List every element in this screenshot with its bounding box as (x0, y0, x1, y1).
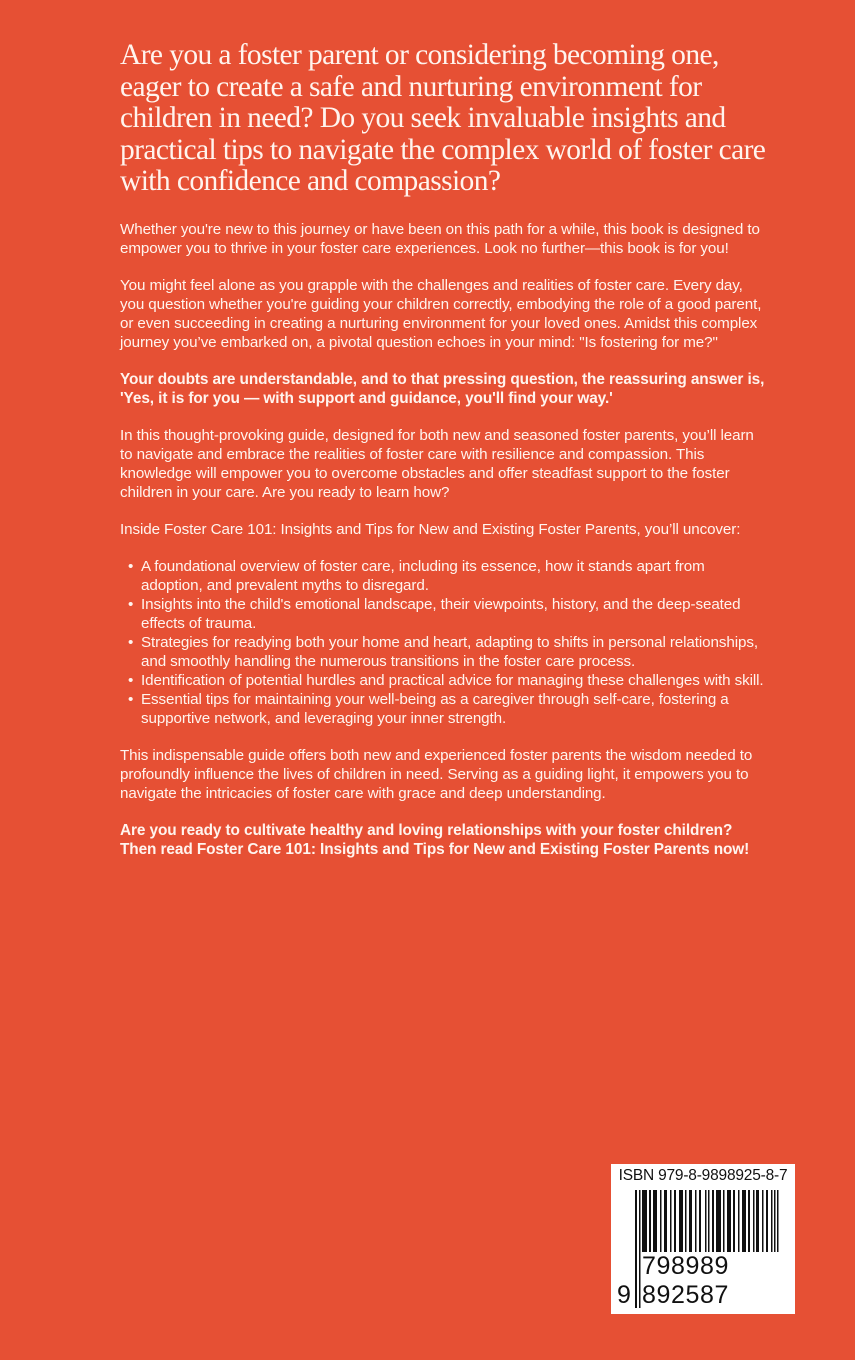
headline: Are you a foster parent or considering becoming one, eager to create a safe and nurturing environment for children in need? Do you seek invaluable insights and practical tips to navigate the complex world of foster care with confidence and compassion? (120, 39, 766, 197)
list-item: • Identification of potential hurdles and practical advice for managing these challenges with skill. (128, 671, 764, 689)
list-item: • A foundational overview of foster care, including its essence, how it stands apart from adoption, and prevalent myths to disregard. (128, 557, 705, 594)
isbn-barcode: ISBN 979-8-9898925-8-7 9 798989 892587 (611, 1164, 795, 1314)
bullet-icon: • (128, 557, 134, 575)
guide-paragraph: In this thought-provoking guide, designed for both new and seasoned foster parents, you’ll learn to navigate and embrace the realities of foster care with resilience and compassion. This knowledge will empower you to overcome obstacles and offer steadfast support to the foster children in your care. Are you ready to learn how? (120, 426, 754, 501)
uncover-intro: Inside Foster Care 101: Insights and Tips for New and Existing Foster Parents, you’ll uncover: (120, 520, 741, 538)
bullet-icon: • (128, 595, 134, 613)
closing-paragraph: This indispensable guide offers both new and experienced foster parents the wisdom needed to profoundly influence the lives of children in need. Serving as a guiding light, it empowers you to navigate the intricacies of foster care with grace and deep understanding. (120, 746, 753, 802)
benefits-list (128, 557, 770, 728)
struggle-paragraph: You might feel alone as you grapple with the challenges and realities of foster care. Every day, you question whether you're guiding your children correctly, embodying the role of a good parent, or even succeeding in creating a nurturing environment for your loved ones. Amidst this complex journey you’ve embarked on, a pivotal question echoes in your mind: "Is fostering for me?" (120, 276, 762, 351)
list-item: • Insights into the child's emotional landscape, their viewpoints, history, and the deep-seated effects of trauma. (128, 595, 741, 632)
back-cover-text (120, 40, 770, 877)
isbn-label: ISBN 979-8-9898925-8-7 (618, 1167, 788, 1184)
bullet-icon: • (128, 633, 134, 651)
bullet-icon: • (128, 671, 134, 689)
intro-paragraph: Whether you're new to this journey or have been on this path for a while, this book is designed to empower you to thrive in your foster care experiences. Look no further—this book is for you! (120, 220, 760, 257)
list-item: • Strategies for readying both your home and heart, adapting to shifts in personal relationships, and smoothly handling the numerous transitions in the foster care process. (128, 633, 758, 670)
list-item: • Essential tips for maintaining your well-being as a caregiver through self-care, fostering a supportive network, and leveraging your inner strength. (128, 690, 729, 727)
reassurance-paragraph: Your doubts are understandable, and to that pressing question, the reassuring answer is, 'Yes, it is for you — with support and guidance, you'll find your way.' (120, 370, 765, 407)
bullet-icon: • (128, 690, 134, 708)
call-to-action: Are you ready to cultivate healthy and loving relationships with your foster children? Then read Foster Care 101: Insights and Tips for New and Existing Foster Parents now! (120, 821, 750, 858)
